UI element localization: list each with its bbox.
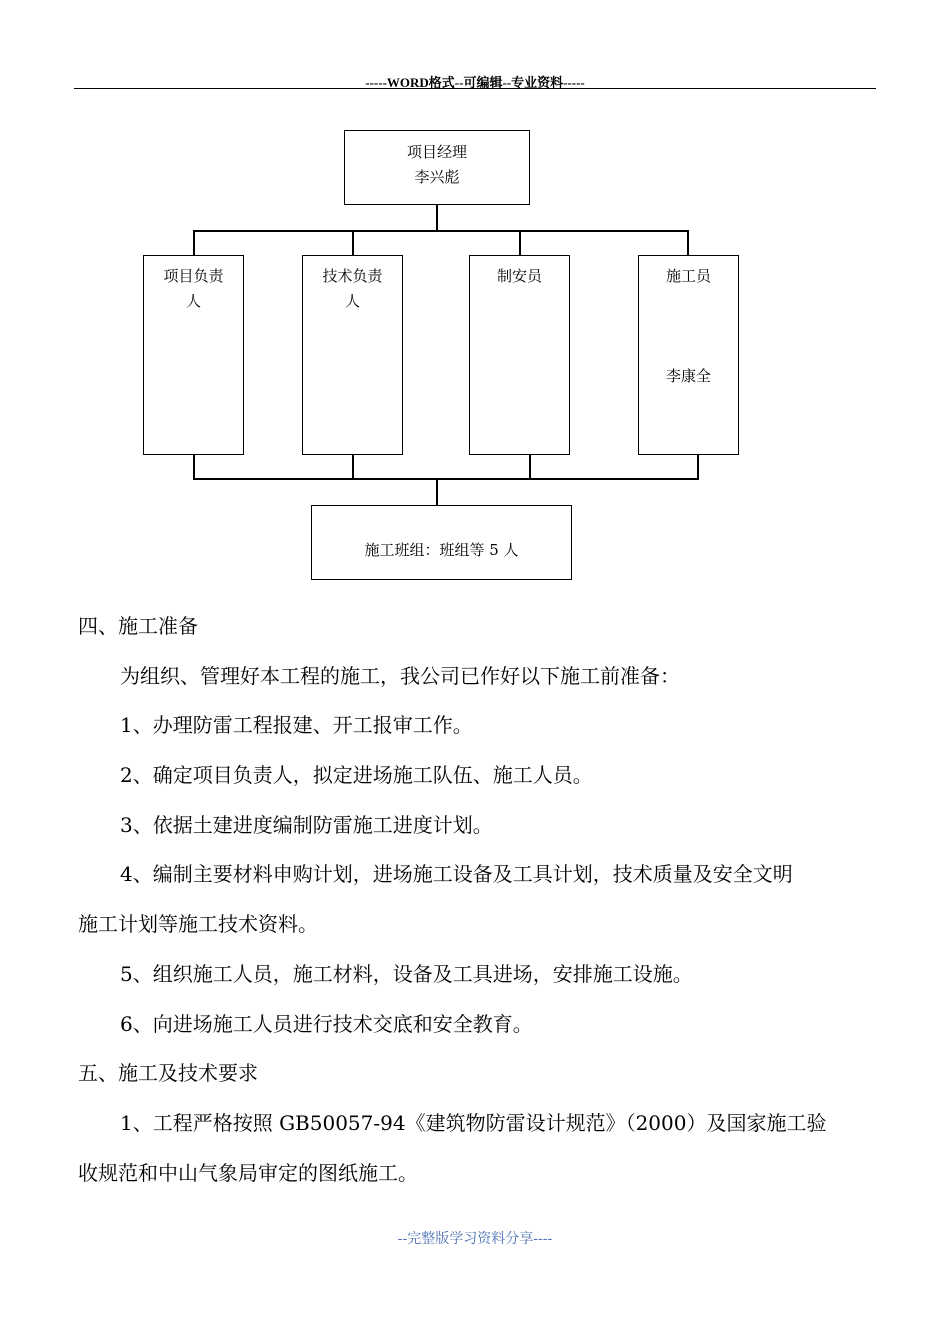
connector-role3-bottom <box>529 455 531 479</box>
team-box <box>311 505 572 580</box>
connector-top-horizontal <box>193 230 689 232</box>
preparation-item-4-line1: 4、编制主要材料申购计划，进场施工设备及工具计划，技术质量及安全文明 <box>120 862 793 886</box>
preparation-item-3: 3、依据土建进度编制防雷施工进度计划。 <box>120 813 493 837</box>
connector-role4-bottom <box>697 455 699 479</box>
role-box-project-lead <box>143 255 244 455</box>
connector-manager-down <box>436 205 438 232</box>
connector-team-up <box>436 478 438 505</box>
role-person-name: 李康全 <box>665 367 711 385</box>
team-label: 施工班组：班组等 5 人 <box>364 541 519 559</box>
role-box-tech-lead <box>302 255 403 455</box>
role-label-line1: 制安员 <box>496 267 542 285</box>
connector-bottom-horizontal <box>193 478 699 480</box>
role-label-line1: 施工员 <box>665 267 711 285</box>
manager-name: 李兴彪 <box>414 168 460 186</box>
preparation-item-5: 5、组织施工人员，施工材料，设备及工具进场，安排施工设施。 <box>120 962 693 986</box>
preparation-intro: 为组织、管理好本工程的施工，我公司已作好以下施工前准备： <box>120 664 680 688</box>
section-title-requirements: 五、施工及技术要求 <box>78 1061 258 1085</box>
connector-role2-bottom <box>352 455 354 479</box>
preparation-item-2: 2、确定项目负责人，拟定进场施工队伍、施工人员。 <box>120 763 593 787</box>
manager-title: 项目经理 <box>406 143 467 161</box>
connector-role3-top <box>519 230 521 255</box>
connector-role4-top <box>687 230 689 255</box>
role-label-line1: 技术负责 <box>322 267 383 285</box>
section-title-preparation: 四、施工准备 <box>78 614 198 638</box>
preparation-item-1: 1、办理防雷工程报建、开工报审工作。 <box>120 713 473 737</box>
requirements-item-1-line2: 收规范和中山气象局审定的图纸施工。 <box>78 1161 418 1185</box>
requirements-item-1-line1: 1、工程严格按照 GB50057-94《建筑物防雷设计规范》（2000）及国家施工验 <box>120 1111 827 1135</box>
connector-role1-bottom <box>193 455 195 479</box>
page-footer: --完整版学习资料分享---- <box>397 1231 553 1247</box>
connector-role2-top <box>352 230 354 255</box>
role-box-constructor <box>638 255 739 455</box>
preparation-item-6: 6、向进场施工人员进行技术交底和安全教育。 <box>120 1012 533 1036</box>
connector-role1-top <box>193 230 195 255</box>
role-box-installer <box>469 255 570 455</box>
preparation-item-4-line2: 施工计划等施工技术资料。 <box>78 912 318 936</box>
role-label-line1: 项目负责 <box>163 267 224 285</box>
manager-box <box>344 130 530 205</box>
role-label-line2: 人 <box>185 292 201 310</box>
header-rule <box>74 88 876 89</box>
role-label-line2: 人 <box>344 292 360 310</box>
page-header: -----WORD格式--可编辑--专业资料----- <box>365 75 585 90</box>
